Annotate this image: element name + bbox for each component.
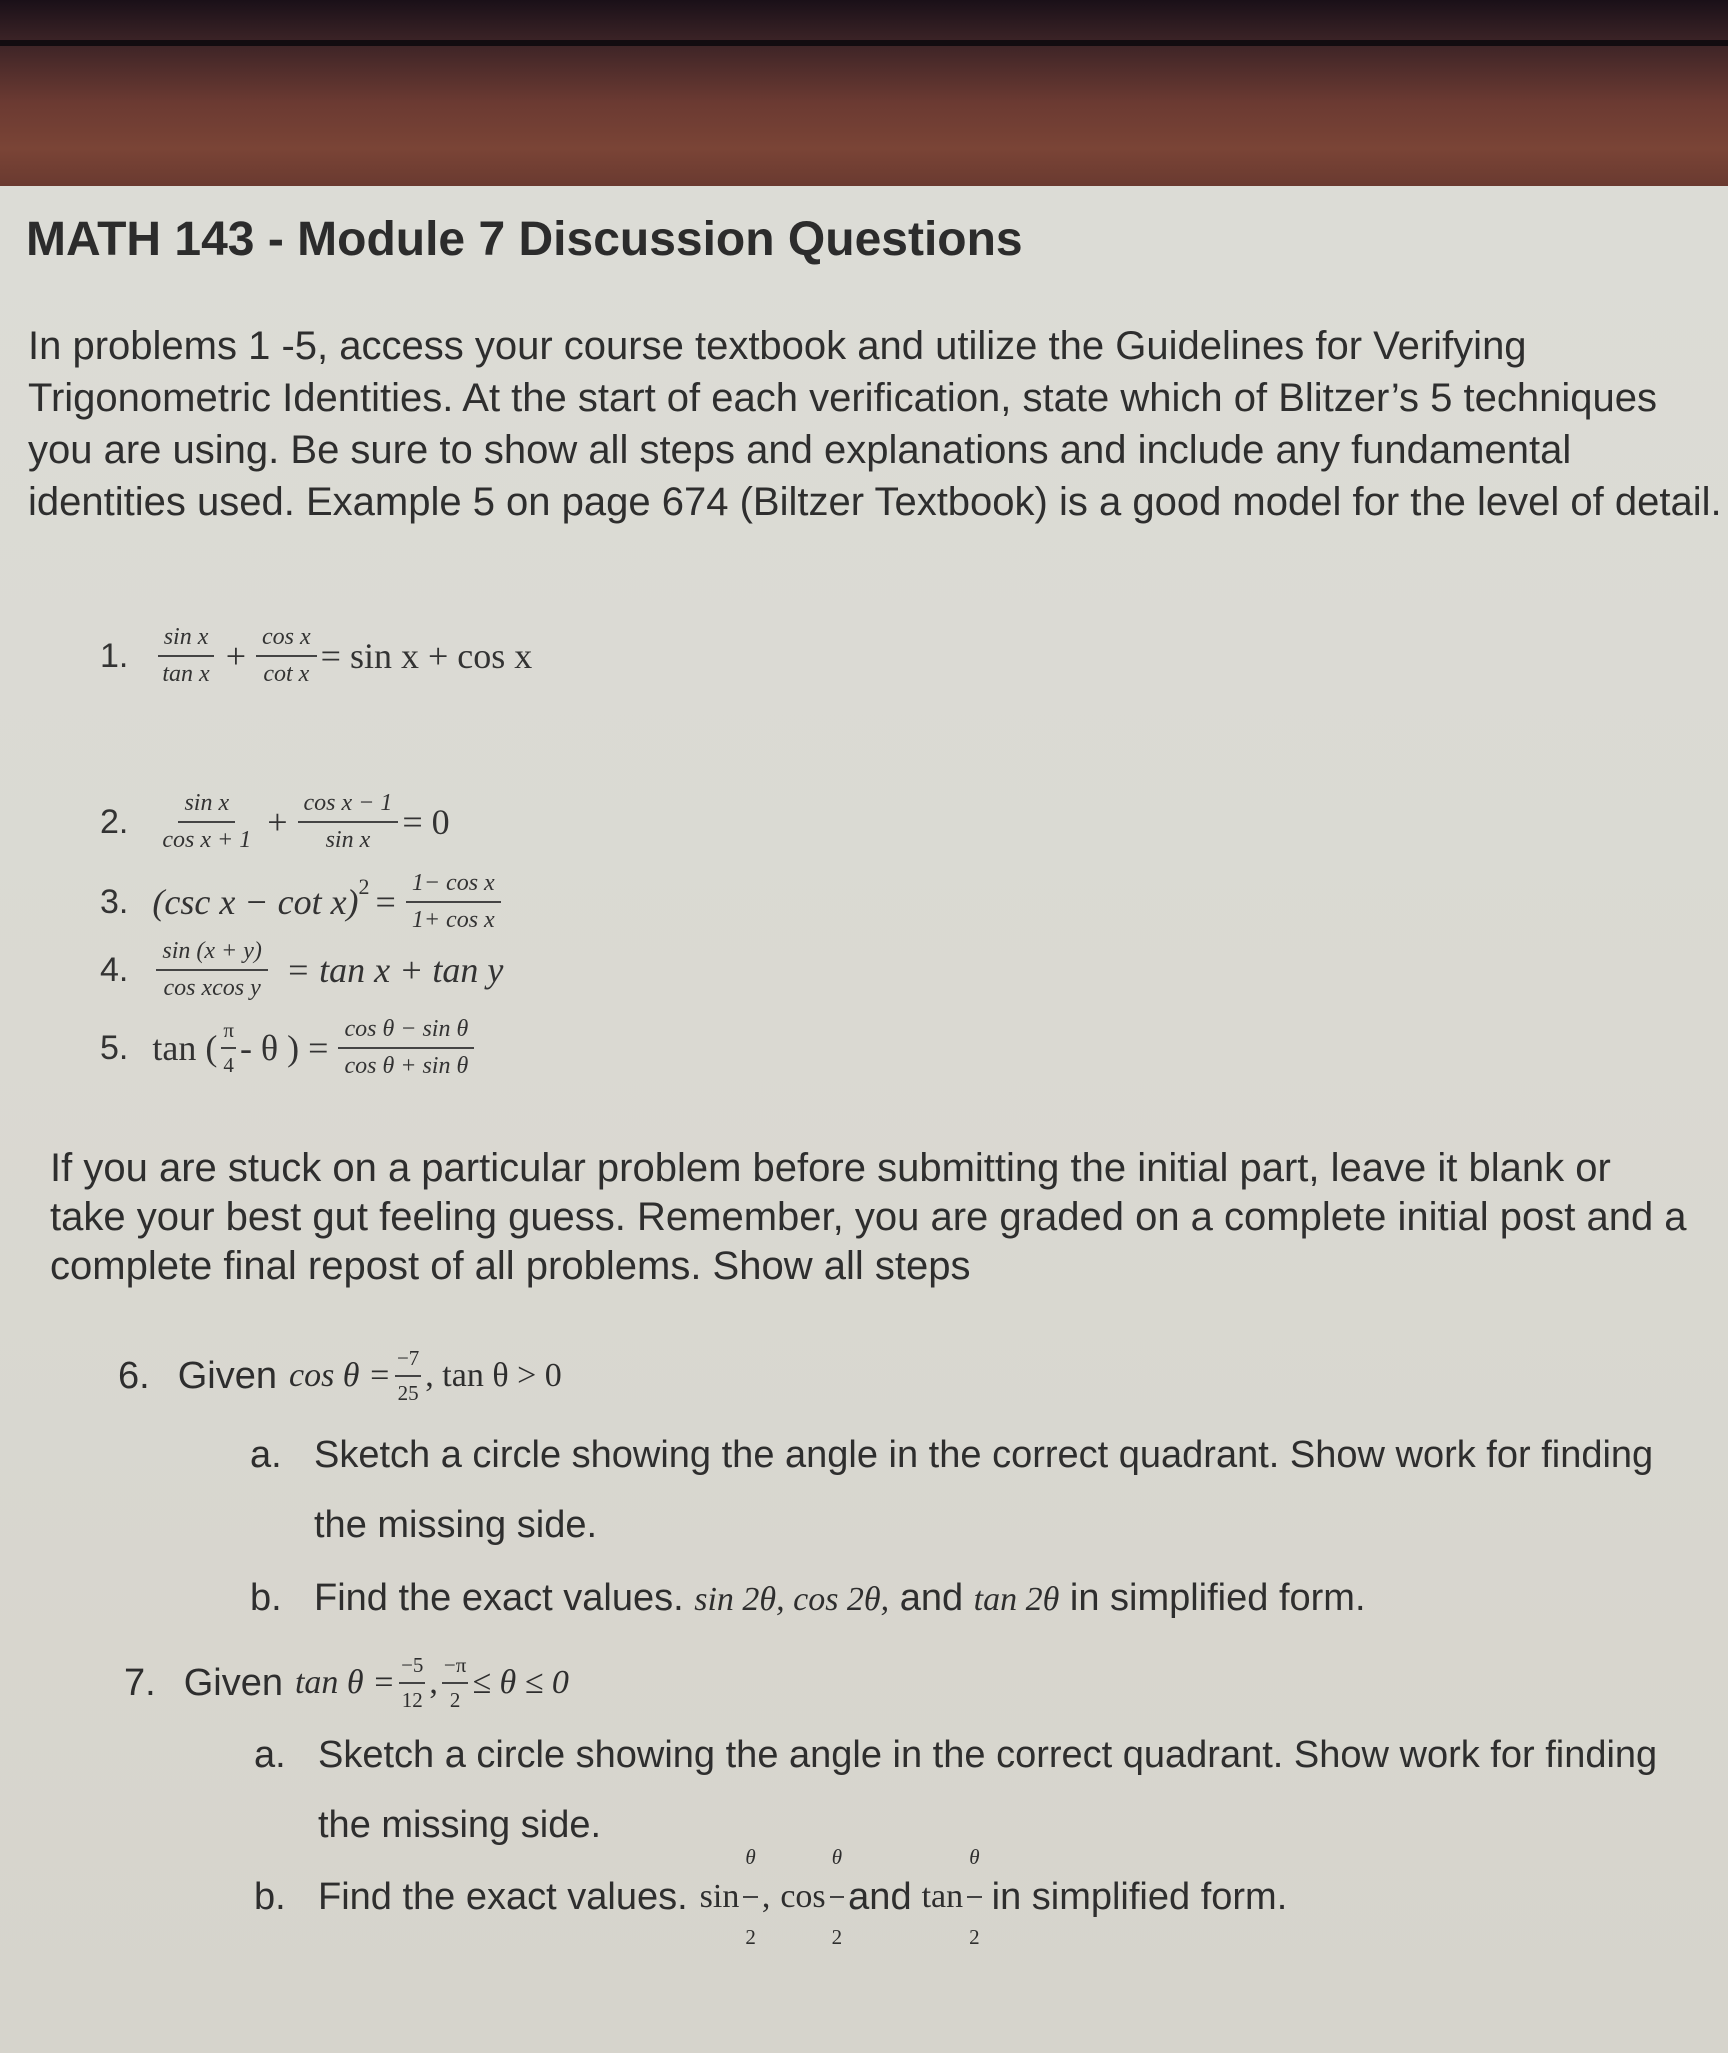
- problem-4-number: 4.: [100, 950, 129, 989]
- half-angle-tan-fraction: $\frac{\theta}{2}$: [967, 1822, 982, 1972]
- problem-2-fraction-2: $\frac{\text{cos x − 1}}{\text{sin x}}$: [298, 790, 399, 854]
- problem-2-number: 2.: [100, 802, 129, 841]
- problem-5-number: 5.: [100, 1028, 129, 1067]
- problem-1-rhs: = sin x + cos x: [320, 636, 533, 676]
- problem-2: 2. $\frac{\text{sin x}}{\text{cos x + 1}}$ + $\frac{\text{cos x − 1}}{\text{sin x}}$ = 0: [100, 790, 450, 853]
- question-6-fraction: $\frac{-7}{25}$: [396, 1346, 420, 1405]
- page-title: MATH 143 - Module 7 Discussion Questions: [26, 213, 1023, 266]
- question-7-fraction-1: $\frac{-5}{12}$: [401, 1653, 424, 1712]
- problem-3-fraction: $\frac{\text{1− cos x}}{\text{1+ cos x}}$: [406, 870, 501, 934]
- problem-2-rhs: = 0: [402, 802, 450, 842]
- intro-paragraph: In problems 1 -5, access your course textbook and utilize the Guidelines for Verifying Trigonometric Identities. At the start of each verification, state which of Blitzer’s 5 techniques you are using. Be sure to show all steps and explanations and include any fundamental identities used. Example 5 on page 674 (Biltzer Textbook) is a good model for the level of detail.: [28, 324, 1722, 524]
- problem-3-number: 3.: [100, 882, 129, 921]
- instructions-note: If you are stuck on a particular problem before submitting the initial part, leave it blank or take your best gut feeling guess. Remember, you are graded on a complete initial post and a complete final repost of all problems. Show all steps: [50, 1146, 1687, 1288]
- problem-4: [100, 938, 503, 1002]
- question-7-fraction-2: $\frac{-\pi}{2}$: [443, 1653, 467, 1712]
- problem-2-fraction-1: $\frac{\text{sin x}}{\text{cos x + 1}}$: [162, 790, 252, 853]
- half-angle-sin-fraction: $\frac{\theta}{2}$: [743, 1822, 758, 1972]
- problem-3: 3. (csc x − cot x) $^2$ = $\frac{\text{1− cos x}}{\text{1+ cos x}}$: [100, 870, 505, 934]
- question-7-part-a: a. Sketch a circle showing the angle in the correct quadrant. Show work for finding the missing side.: [254, 1734, 1658, 1846]
- problem-1-number: 1.: [100, 636, 129, 675]
- problem-3-exponent: 2: [358, 874, 370, 899]
- monitor-bezel: [0, 0, 1728, 186]
- question-6-part-b: b. Find the exact values. sin 2θ, cos 2θ, and tan 2θ in simplified form.: [250, 1577, 1366, 1619]
- question-6-part-a: a. Sketch a circle showing the angle in the correct quadrant. Show work for finding the missing side.: [250, 1434, 1654, 1546]
- problem-1-fraction-1: $\frac{\text{sin x}}{\text{tan x}}$: [156, 624, 215, 688]
- problem-5-pi-fraction: $\frac{\pi}{4}$: [223, 1018, 234, 1077]
- problem-4-rhs: = tan x + tan y: [285, 950, 504, 990]
- problem-5-fraction: $\frac{\text{cos θ − sin θ}}{\text{cos θ + sin θ}}$: [338, 1016, 474, 1080]
- question-7-number: 7.: [124, 1661, 156, 1704]
- problem-4-fraction: $\frac{\sin (x + y)}{\text{cos xcos y}}$: [156, 938, 268, 1002]
- question-7: 7. Given tan θ = $\frac{-5}{12}$ , $\frac{-\pi}{2}$ ≤ θ ≤ 0: [124, 1653, 569, 1712]
- question-6-number: 6.: [118, 1354, 150, 1397]
- problem-1: 1. $\frac{\text{sin x}}{\text{tan x}}$ + $\frac{\text{cos x}}{\text{cot x}}$ = sin x + cos x: [100, 624, 533, 687]
- problem-1-fraction-2: $\frac{\text{cos x}}{\text{cot x}}$: [256, 624, 317, 688]
- problem-5: 5. tan ( $\frac{\pi}{4}$ - θ ) = $\frac{\text{cos θ − sin θ}}{\text{cos θ + sin θ}}$: [100, 1016, 478, 1080]
- bezel-edge: [0, 40, 1728, 46]
- question-6: 6. Given cos θ = $\frac{-7}{25}$ , tan θ > 0: [118, 1346, 562, 1405]
- problem-3-lhs: (csc x − cot x): [152, 882, 359, 922]
- half-angle-cos-fraction: $\frac{\theta}{2}$: [830, 1822, 845, 1972]
- question-7-part-b: b. Find the exact values. sin $\frac{\theta}{2}$ , cos $\frac{\theta}{2}$ and tan $\frac{\theta}{2}$ in simplified form.: [254, 1862, 1694, 1932]
